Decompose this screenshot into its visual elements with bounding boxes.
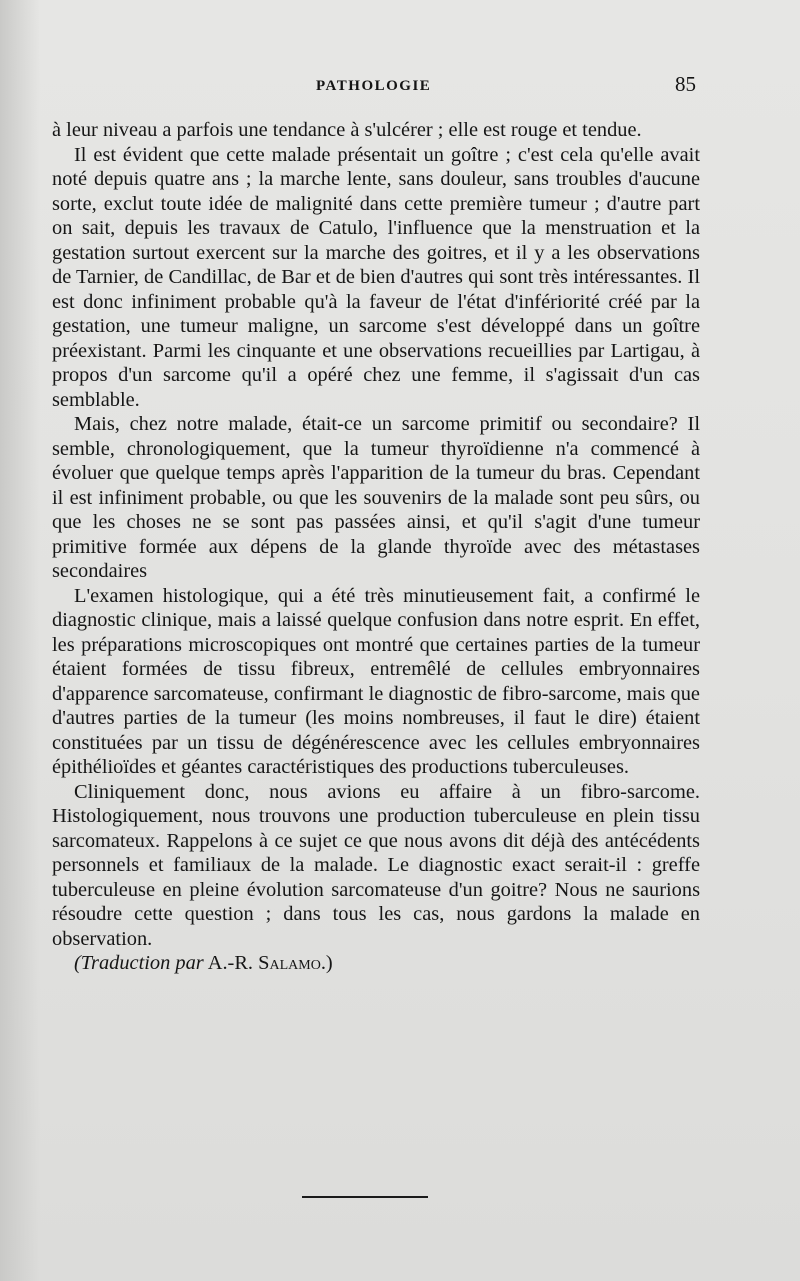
end-rule [302, 1196, 428, 1198]
paragraph: L'examen histologique, qui a été très minutieusement fait, a confirmé le diagnostic clinique, mais a laissé quelque confusion dans notre esprit. En effet, les préparations microscopiques ont montré que certaines parties de la tumeur étaient formées de tissu fibreux, entremêlé de cellules embryonnaires d'apparence sarcomateuse, confirmant le diagnostic de fibro-sarcome, mais que d'autres parties de la tumeur (les moins nombreuses, il faut le dire) étaient constituées par un tissu de dégénérescence avec les cellules embryonnaires épithélioïdes et géantes caractéristiques des productions tuberculeuses. [52, 584, 700, 778]
translation-credit [52, 951, 700, 976]
signature [74, 952, 333, 974]
paragraph: à leur niveau a parfois une tendance à s'ulcérer ; elle est rouge et tendue. [52, 119, 642, 141]
paragraph: Cliniquement donc, nous avions eu affaire à un fibro-sarcome. Histologiquement, nous trouvons une production tuberculeuse en plein tissu sarcomateux. Rappelons à ce sujet ce que nous avons dit déjà des antécédents personnels et familiaux de la malade. Le diagnostic exact serait-il : greffe tuberculeuse en pleine évolution sarcomateuse d'un goitre? Nous ne saurions résoudre cette question ; dans tous les cas, nous gardons la malade en observation. [52, 780, 700, 950]
signature-initials: A.-R. [207, 952, 254, 974]
signature-prefix: (Traduction par [74, 952, 204, 974]
body-text [52, 118, 700, 976]
signature-name: Salamo [258, 952, 321, 974]
page-number: 85 [675, 72, 696, 96]
signature-suffix: .) [320, 952, 333, 974]
paragraph: Il est évident que cette malade présentait un goître ; c'est cela qu'elle avait noté depuis quatre ans ; la marche lente, sans douleur, sans troubles d'aucune sorte, exclut toute idée de malignité dans cette première tumeur ; d'autre part on sait, depuis les travaux de Catulo, l'influence que la menstruation et la gestation surtout exercent sur la marche des goitres, et il y a les observations de Tarnier, de Candillac, de Bar et de bien d'autres qui sont très intéressantes. Il est donc infiniment probable qu'à la faveur de l'état d'infériorité créé par la gestation, une tumeur maligne, un sarcome s'est développé dans un goître préexistant. Parmi les cinquante et une observations recueillies par Lartigau, à propos d'un sarcome qu'il a opéré chez une femme, il s'agissait d'un cas semblable. [52, 143, 700, 411]
paragraph: Mais, chez notre malade, était-ce un sarcome primitif ou secondaire? Il semble, chronologiquement, que la tumeur thyroïdienne n'a commencé à évoluer que quelque temps après l'apparition de la tumeur du bras. Cependant il est infiniment probable, ou que les souvenirs de la malade sont peu sûrs, ou que les choses ne se sont pas passées ainsi, et qu'il s'agit d'une tumeur primitive formée aux dépens de la glande thyroïde avec des métastases secondaires [52, 413, 700, 582]
page-header [0, 72, 800, 102]
running-title: PATHOLOGIE [316, 78, 432, 94]
